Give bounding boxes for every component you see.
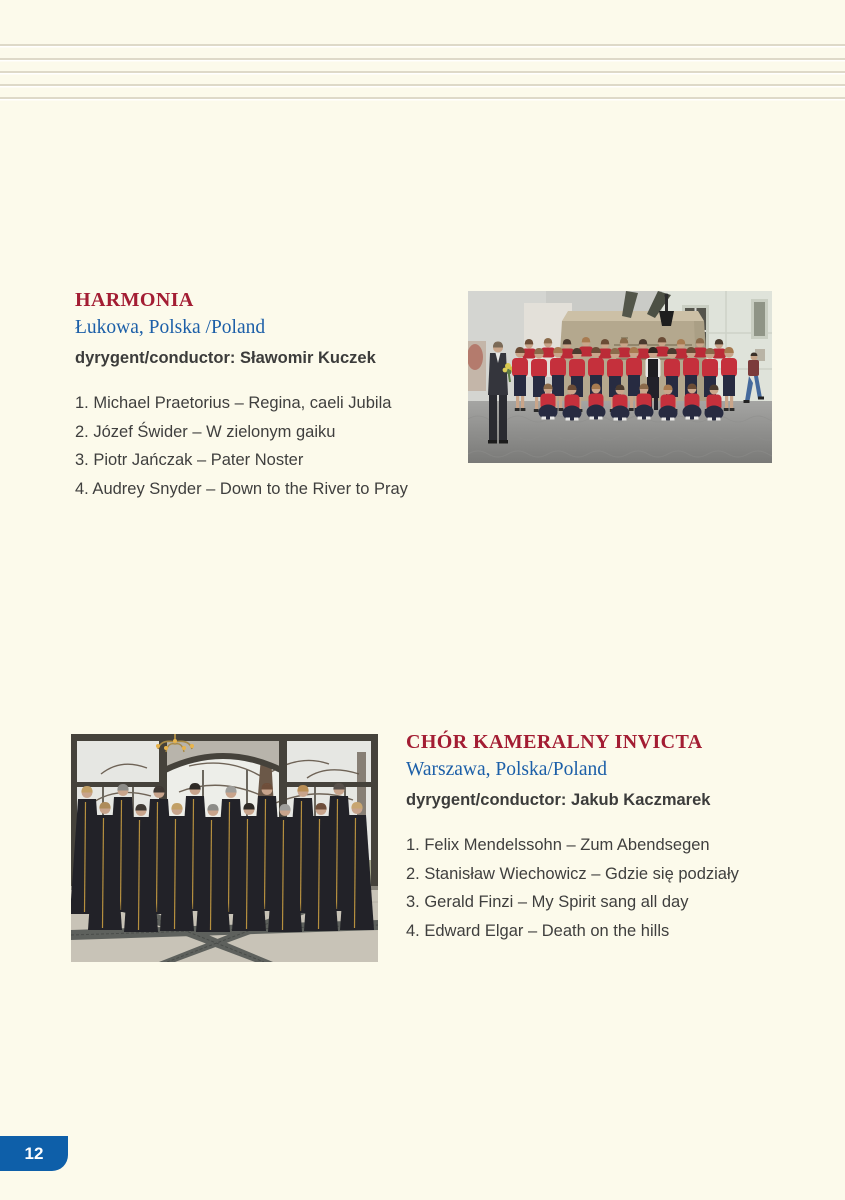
choir-location: Warszawa, Polska/Poland: [406, 759, 607, 780]
programme-item: 4. Audrey Snyder – Down to the River to Pray: [75, 479, 408, 498]
choir-entry-harmonia: [75, 289, 470, 503]
conductor-label: dyrygent/conductor:: [406, 791, 567, 809]
conductor-name: Sławomir Kuczek: [240, 349, 376, 367]
programme-item: 3. Gerald Finzi – My Spirit sang all day: [406, 893, 689, 911]
programme-item: 1. Michael Praetorius – Regina, caeli Jubila: [75, 394, 392, 412]
staff-line: [0, 71, 845, 73]
programme-list: [406, 831, 838, 945]
staff-line: [0, 97, 845, 99]
page-number-badge: [0, 1136, 68, 1171]
choir-location: Łukowa, Polska /Poland: [75, 317, 266, 338]
staff-line: [0, 84, 845, 86]
conductor-label: dyrygent/conductor:: [75, 349, 236, 367]
staff-line: [0, 44, 845, 46]
choir-name-heading: CHÓR KAMERALNY INVICTA: [406, 731, 703, 753]
invicta-choir-photo: [71, 734, 378, 962]
conductor-line: [406, 791, 838, 810]
programme-item: 1. Felix Mendelssohn – Zum Abendsegen: [406, 836, 710, 854]
programme-item: 4. Edward Elgar – Death on the hills: [406, 921, 670, 940]
choir-entry-invicta: [406, 731, 838, 945]
programme-item: 2. Józef Świder – W zielonym gaiku: [75, 422, 336, 441]
programme-item: 2. Stanisław Wiechowicz – Gdzie się podziały: [406, 864, 739, 883]
conductor-name: Jakub Kaczmarek: [571, 791, 711, 809]
programme-item: 3. Piotr Jańczak – Pater Noster: [75, 451, 304, 469]
choir-name-heading: HARMONIA: [75, 289, 194, 311]
harmonia-choir-photo: [468, 291, 772, 463]
programme-list: [75, 389, 470, 503]
staff-line: [0, 58, 845, 60]
conductor-line: [75, 349, 470, 368]
page-number: 12: [24, 1143, 44, 1163]
